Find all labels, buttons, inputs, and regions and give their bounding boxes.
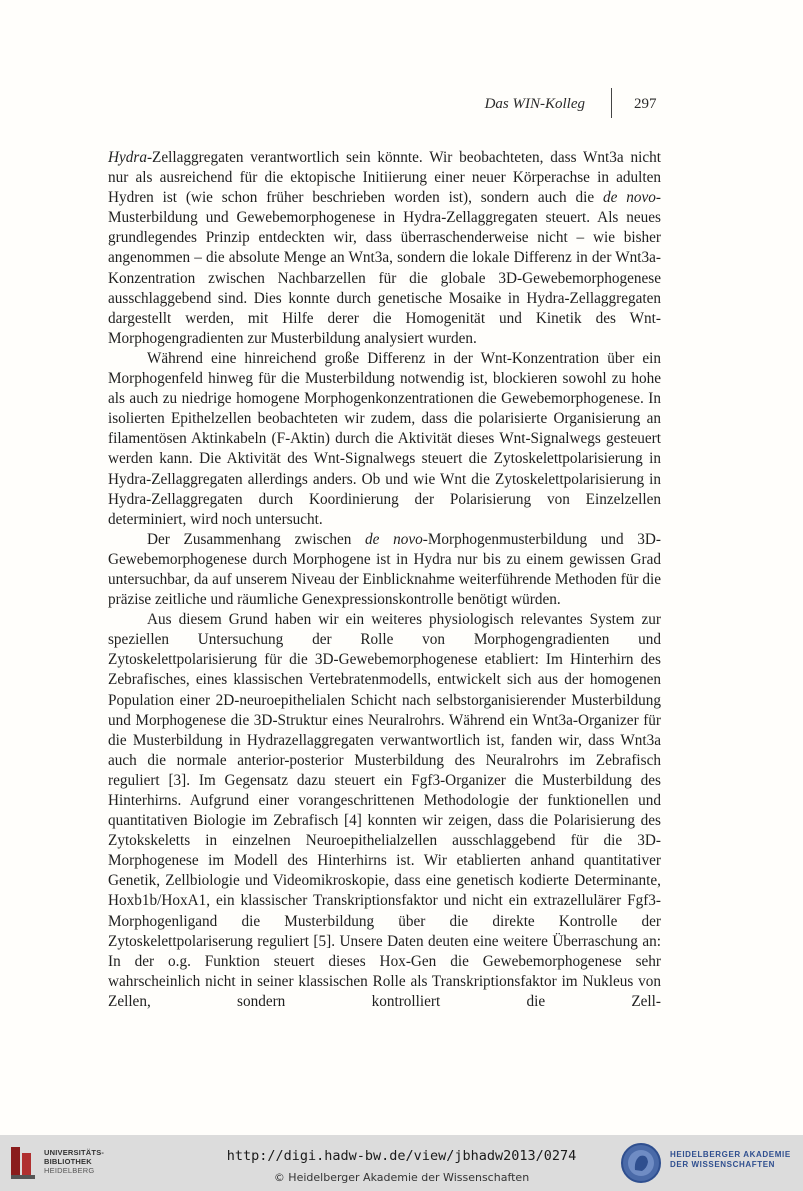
library-name: UNIVERSITÄTS- BIBLIOTHEK HEIDELBERG — [44, 1148, 105, 1175]
paragraph-1 — [108, 148, 661, 349]
academy-name: HEIDELBERGER AKADEMIE DER WISSENSCHAFTEN — [670, 1150, 791, 1169]
permalink-url[interactable]: http://digi.hadw-bw.de/view/jbhadw2013/0274 — [226, 1148, 577, 1164]
copyright-notice: © Heidelberger Akademie der Wissenschaften — [273, 1171, 530, 1184]
paragraph-4: Aus diesem Grund haben wir ein weiteres physiologisch relevantes System zur speziellen Untersuchung der Rolle von Morphogengradienten und Zytoskelettpolarisierung für die 3D-Gewebemorphogenese etabliert: Im Hinterhirn des Zebrafisches, eines klassischen Vertebratenmodells, entwickelt sich aus der homogenen Population einer 2D-neuroepithelialen Schicht nach selbstorganisierender Musterbildung und Morphogenese die 3D-Struktur eines Neuralrohrs. Während ein Wnt3a-Organizer für die Musterbildung in Hydrazellaggregaten verwantwortlich ist, fanden wir, dass Wnt3a auch die normale anterior-posterior Musterbildung des Neuralrohrs im Zebrafisch reguliert [3]. Im Gegensatz dazu steuert ein Fgf3-Organizer die Musterbildung des Hinterhirns. Aufgrund einer vorangeschrittenen Methodologie der funktionellen und quantitativen Biologie im Zebrafisch [4] konnten wir zeigen, dass die Polarisierung des Zytokskeletts in einzelnen Neuroepithelialzellen ausschlaggebend für die 3D-Morphogenese im Modell des Hinterhirns ist. Wir etablierten anhand quantitativer Genetik, Zellbiologie und Videomikroskopie, dass eine genetisch kodierte Determinante, Hoxb1b/HoxA1, ein klassischer Transkriptionsfaktor und nicht ein extrazellulärer Fgf3-Morphogenligand die Musterbildung über die direkte Kontrolle der Zytoskelettpolariserung reguliert [5]. Unsere Daten deuten eine weitere Überraschung an: In der o.g. Funktion steuert dieses Hox-Gen die Gewebemorphogenese sehr wahrscheinlich nicht in seiner klassischen Rolle als Transkriptionsfaktor im Nukleus von Zellen, sondern kontrolliert die Zell- — [108, 611, 661, 1010]
italic-term: de novo — [365, 530, 423, 548]
academy-seal-icon — [620, 1142, 662, 1184]
paragraph-text: -Morphogenmusterbildung und 3D-Gewebemorphogenese durch Morphogene ist in Hydra nur bis zu einem gewissen Grad untersuchbar, da auf unserem Niveau der Einblicknahme weiterführende Methoden für die präzise zeitliche und räumliche Genexpressionskontrolle benötigt würden. — [108, 530, 661, 609]
body-text — [108, 148, 661, 1012]
italic-term: Hydra — [108, 149, 147, 166]
paragraph-3 — [108, 530, 661, 610]
paragraph-text: -Musterbildung und Gewebemorphogenese in Hydra-Zellaggregaten steuert. Als neues grundlegendes Prinzip entdeckten wir, dass überraschenderweise nicht – wie bisher angenommen – die absolute Menge an Wnt3a, sondern die lokale Differenz in der Wnt3a-Konzentration zwischen Nachbarzellen für die globale 3D-Gewebemorphogenese ausschlaggebend sind. Dies konnte durch genetische Mosaike in Hydra-Zellaggregaten dargestellt werden, mit Hilfe derer die Homogenität und Kinetik des Wnt-Morphogengradienten zur Musterbildung analysiert wurden. — [108, 189, 661, 347]
digitization-footer — [0, 1135, 803, 1191]
page-number: 297 — [634, 96, 657, 112]
paragraph-text: Der Zusammenhang zwischen — [147, 530, 366, 548]
paragraph-text: -Zellaggregaten verantwortlich sein könnte. Wir beobachteten, dass Wnt3a nicht nur als ausreichend für die ektopische Initiierung einer neuer Körperachse in adulten Hydren ist (wie schon früher beschrieben worden ist), sondern auch die — [108, 149, 661, 207]
paragraph-2: Während eine hinreichend große Differenz in der Wnt-Konzentration über ein Morphogenfeld hinweg für die Musterbildung notwendig ist, blockieren sowohl zu hohe als auch zu niedrige homogene Morphogenkonzentrationen die Gewebemorphogenese. In isolierten Epithelzellen beobachteten wir zudem, dass die polarisierte Organisierung an filamentösen Aktinkabeln (F-Aktin) durch die Aktivität dieses Wnt-Signalwegs gesteuert werden kann. Die Aktivität des Wnt-Signalwegs steuert die Zytoskelettpolarisierung in Hydra-Zellaggregaten allerdings anders. Ob und wie Wnt die Zytoskelettpolarisierung in Hydra-Zellaggregaten durch Koordinierung der Polarisierung von Einzelzellen determiniert, wird noch untersucht. — [108, 349, 661, 528]
running-title: Das WIN-Kolleg — [484, 96, 585, 112]
italic-term: de novo — [603, 189, 656, 207]
running-header — [0, 94, 803, 118]
header-divider — [611, 88, 612, 118]
